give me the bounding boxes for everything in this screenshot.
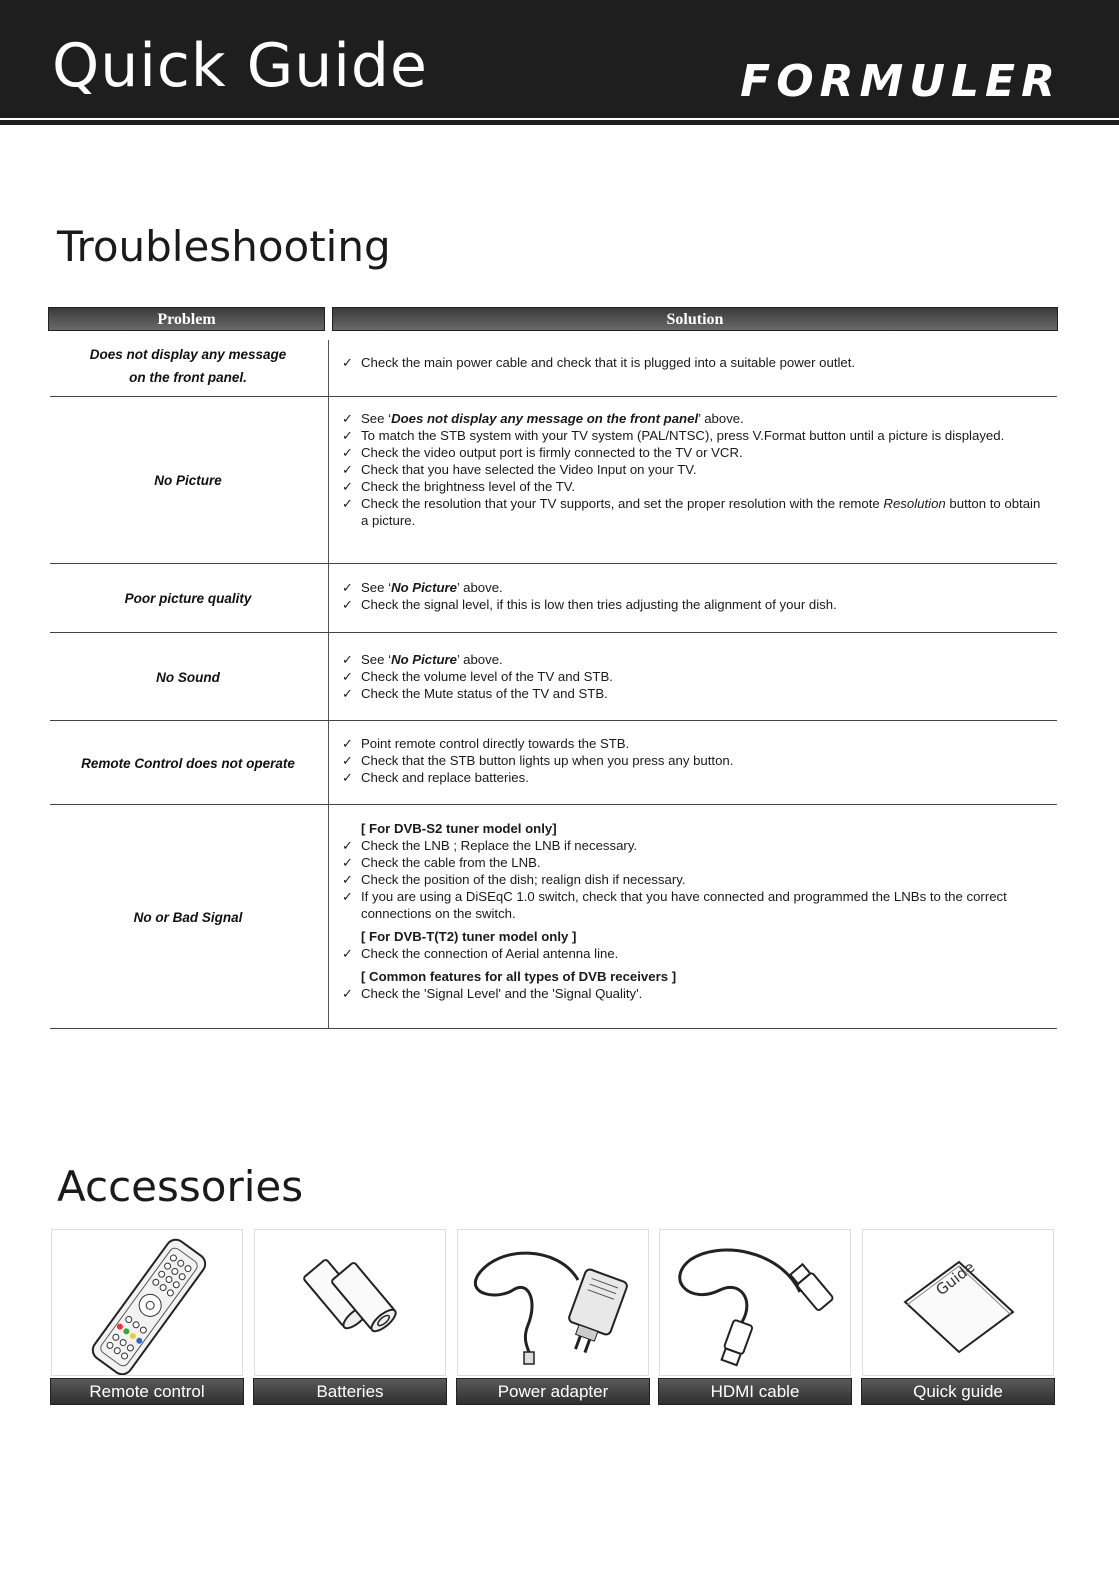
solution-column-header: Solution	[332, 307, 1058, 331]
check-icon: ✓	[342, 753, 354, 768]
check-icon: ✓	[342, 597, 354, 612]
solution-item: ✓ Check and replace batteries.	[342, 770, 529, 785]
solution-item: ✓ Check the position of the dish; realign dish if necessary.	[342, 872, 686, 887]
solution-item: ✓ Check the connection of Aerial antenna line.	[342, 946, 619, 961]
check-icon: ✓	[342, 445, 354, 460]
header-divider	[0, 120, 1119, 125]
solution-item: ✓ Check the LNB ; Replace the LNB if necessary.	[342, 838, 638, 853]
problem-cell	[50, 805, 326, 1029]
power-adapter-image	[457, 1229, 649, 1376]
problem-text: No Picture	[154, 473, 222, 488]
solution-item: ✓ Check that you have selected the Video Input on your TV.	[342, 462, 697, 477]
solution-item: ✓ To match the STB system with your TV system (PAL/NTSC), press V.Format button until a picture is displayed.	[342, 428, 1005, 443]
check-icon: ✓	[342, 889, 354, 904]
check-icon: ✓	[342, 669, 354, 684]
subsection-heading: [ For DVB-T(T2) tuner model only ]	[361, 929, 577, 944]
problem-text: Remote Control does not operate	[81, 755, 295, 771]
problem-cell	[50, 564, 326, 633]
problem-text: Does not display any message	[89, 346, 287, 362]
hdmi-cable-image	[659, 1229, 851, 1376]
solution-cell	[342, 579, 1042, 613]
solution-item: ✓ Check the volume level of the TV and STB.	[342, 669, 613, 684]
subsection-heading: [ For DVB-S2 tuner model only]	[361, 821, 557, 836]
check-icon: ✓	[342, 838, 354, 853]
solution-item: ✓ Check the video output port is firmly connected to the TV or VCR.	[342, 445, 743, 460]
solution-cell	[342, 354, 1042, 371]
batteries-icon	[255, 1230, 445, 1375]
table-row	[50, 721, 1058, 805]
solution-cell	[342, 735, 1042, 786]
check-icon: ✓	[342, 736, 354, 751]
remote-control-icon	[52, 1230, 242, 1375]
problem-cell	[50, 334, 326, 397]
solution-item: ✓ Check the brightness level of the TV.	[342, 479, 576, 494]
solution-item: ✓ Check the cable from the LNB.	[342, 855, 541, 870]
problem-cell	[50, 633, 326, 721]
solution-item: ✓ See ‘No Picture’ above.	[342, 652, 503, 667]
accessory-label: HDMI cable	[658, 1378, 852, 1405]
power-adapter-icon	[458, 1230, 648, 1375]
solution-item: ✓ Check the resolution that your TV supports, and set the proper resolution with the remote Resolution button to obtain a picture.	[342, 496, 1041, 528]
solution-cell	[342, 410, 1042, 529]
solution-item: ✓ Point remote control directly towards the STB.	[342, 736, 630, 751]
table-row	[50, 633, 1058, 721]
table-row	[50, 334, 1058, 397]
solution-cell	[342, 651, 1042, 702]
solution-item: ✓ Check the 'Signal Level' and the 'Signal Quality'.	[342, 986, 643, 1001]
check-icon: ✓	[342, 496, 354, 511]
booklet-text: Guide	[932, 1257, 979, 1300]
check-icon: ✓	[342, 770, 354, 785]
solution-item: ✓ If you are using a DiSEqC 1.0 switch, check that you have connected and programmed the LNBs to the correct connections on the switch.	[342, 889, 1007, 921]
row-divider	[50, 1028, 1057, 1029]
remote-control-image	[51, 1229, 243, 1376]
check-icon: ✓	[342, 462, 354, 477]
problem-cell	[50, 397, 326, 564]
check-icon: ✓	[342, 355, 354, 370]
brand-logo: FORMULER	[740, 56, 1061, 107]
accessories-heading: Accessories	[57, 1162, 304, 1211]
accessory-label: Batteries	[253, 1378, 447, 1405]
check-icon: ✓	[342, 855, 354, 870]
solution-item: ✓ See ‘Does not display any message on the front panel’ above.	[342, 411, 744, 426]
problem-text: No Sound	[156, 669, 220, 685]
quick-guide-image	[862, 1229, 1054, 1376]
check-icon: ✓	[342, 580, 354, 595]
check-icon: ✓	[342, 686, 354, 701]
accessory-label: Remote control	[50, 1378, 244, 1405]
solution-item: ✓ Check the Mute status of the TV and STB.	[342, 686, 608, 701]
accessory-label: Quick guide	[861, 1378, 1055, 1405]
table-row	[50, 805, 1058, 1029]
page-header	[0, 0, 1119, 118]
check-icon: ✓	[342, 986, 354, 1001]
solution-item: ✓ Check the signal level, if this is low then tries adjusting the alignment of your dish.	[342, 597, 837, 612]
page-title: Quick Guide	[52, 31, 428, 101]
accessory-label: Power adapter	[456, 1378, 650, 1405]
table-row	[50, 564, 1058, 633]
subsection-heading: [ Common features for all types of DVB receivers ]	[361, 969, 677, 984]
solution-item: ✓ See ‘No Picture’ above.	[342, 580, 503, 595]
problem-column-header: Problem	[48, 307, 325, 331]
check-icon: ✓	[342, 652, 354, 667]
hdmi-cable-icon	[660, 1230, 850, 1375]
solution-item: ✓ Check the main power cable and check that it is plugged into a suitable power outlet.	[342, 355, 856, 370]
solution-item: ✓ Check that the STB button lights up when you press any button.	[342, 753, 734, 768]
problem-cell	[50, 721, 326, 805]
check-icon: ✓	[342, 411, 354, 426]
table-row	[50, 397, 1058, 564]
check-icon: ✓	[342, 479, 354, 494]
problem-text: No or Bad Signal	[133, 909, 243, 925]
solution-cell	[342, 820, 1042, 1002]
quick-guide-icon	[863, 1230, 1053, 1375]
troubleshooting-heading: Troubleshooting	[57, 222, 391, 271]
batteries-image	[254, 1229, 446, 1376]
check-icon: ✓	[342, 428, 354, 443]
check-icon: ✓	[342, 946, 354, 961]
problem-text: Poor picture quality	[124, 591, 252, 606]
check-icon: ✓	[342, 872, 354, 887]
problem-text: on the front panel.	[129, 369, 247, 385]
